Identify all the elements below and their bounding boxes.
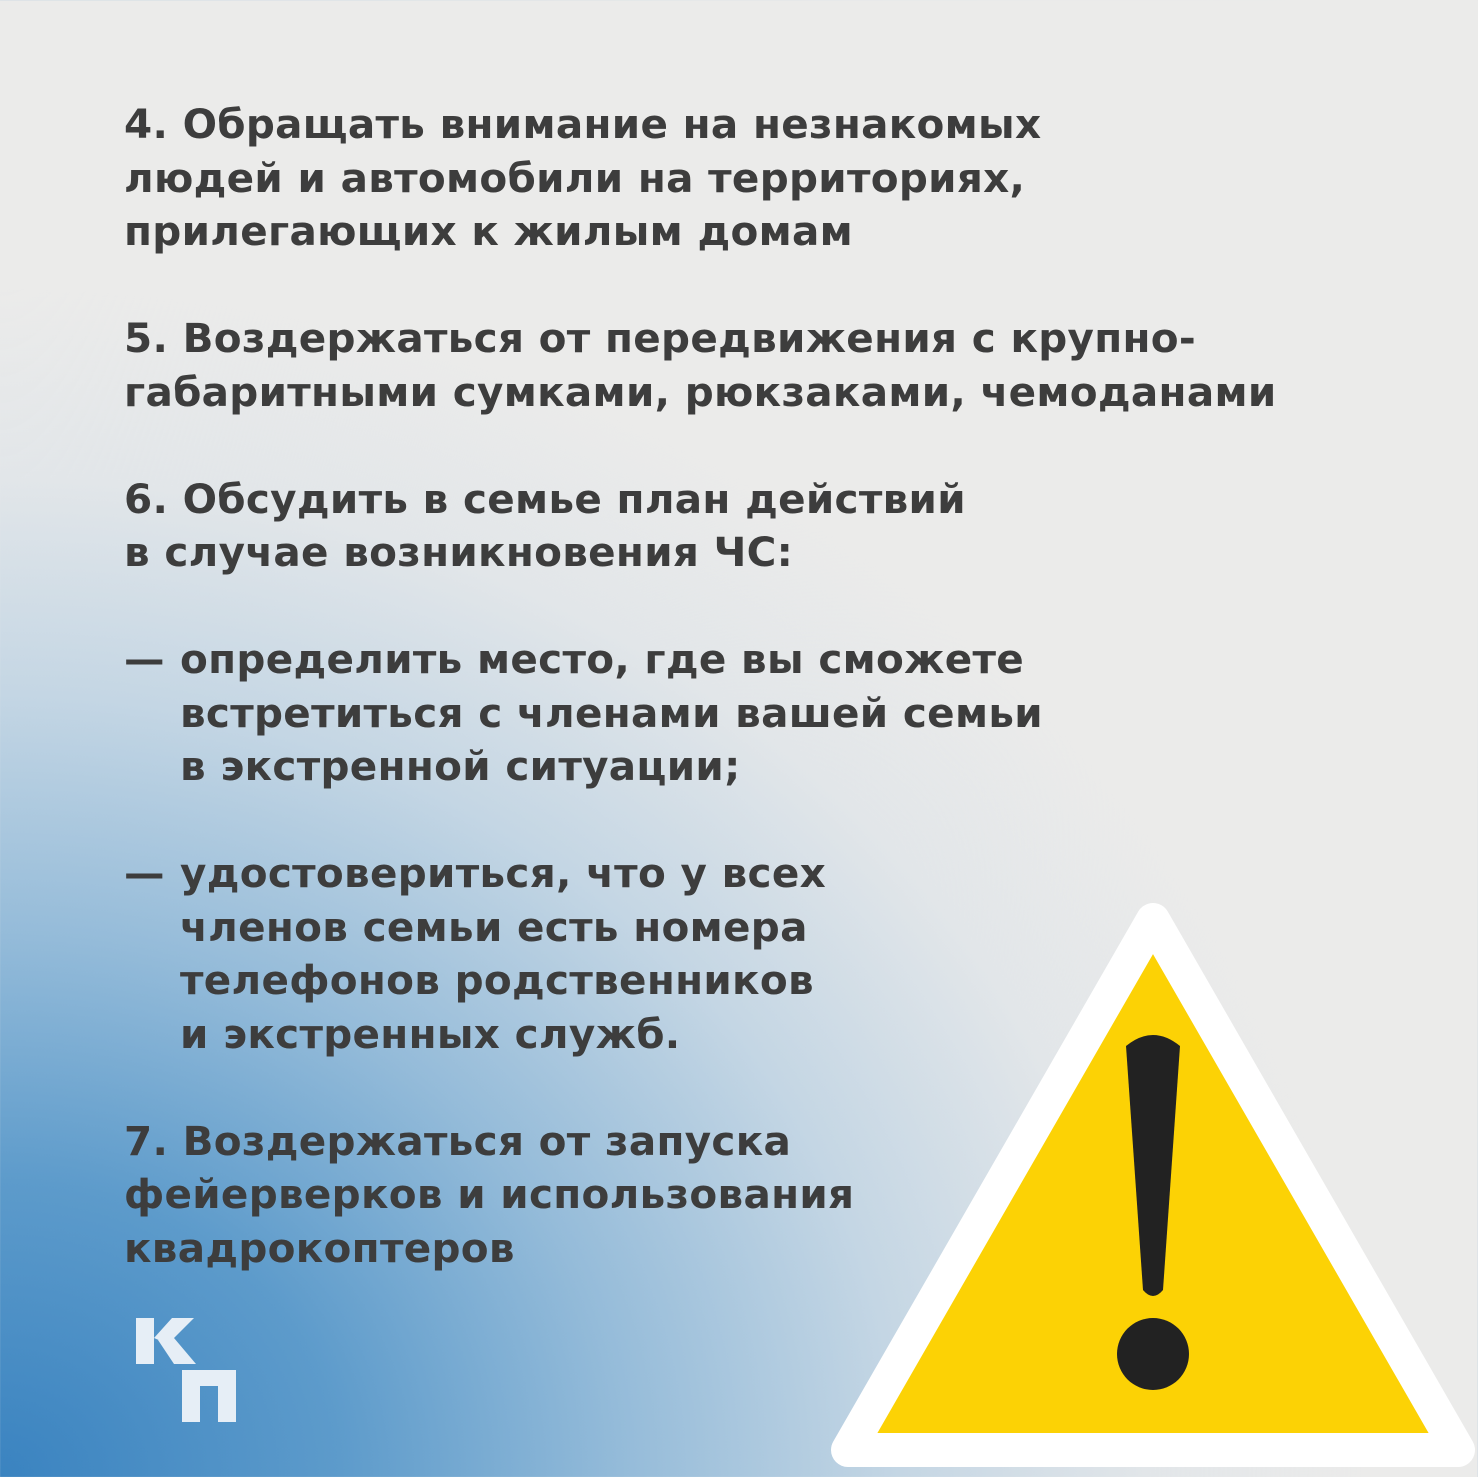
- kp-logo-icon: [136, 1318, 240, 1422]
- instruction-item-4: 4. Обращать внимание на незнакомых людей и автомобили на территориях, прилегающих к жилым домам: [124, 100, 1042, 255]
- warning-triangle-icon: [826, 898, 1476, 1477]
- bullet-dash: —: [124, 635, 165, 683]
- sub-item-text: определить место, где вы сможете встретиться с членами вашей семьи в экстренной ситуации;: [180, 635, 1043, 790]
- sub-item-text: удостовериться, что у всех членов семьи есть номера телефонов родственников и экстренных служб.: [180, 849, 827, 1058]
- instruction-item-5: 5. Воздержаться от передвижения с крупно- габаритными сумками, рюкзаками, чемоданами: [124, 314, 1277, 416]
- sub-item-meeting-place: [124, 633, 1424, 794]
- instruction-item-7: 7. Воздержаться от запуска фейерверков и использования квадрокоптеров: [124, 1116, 855, 1272]
- instruction-item-6: 6. Обсудить в семье план действий в случае возникновения ЧС:: [124, 474, 966, 576]
- bullet-dash: —: [124, 849, 165, 897]
